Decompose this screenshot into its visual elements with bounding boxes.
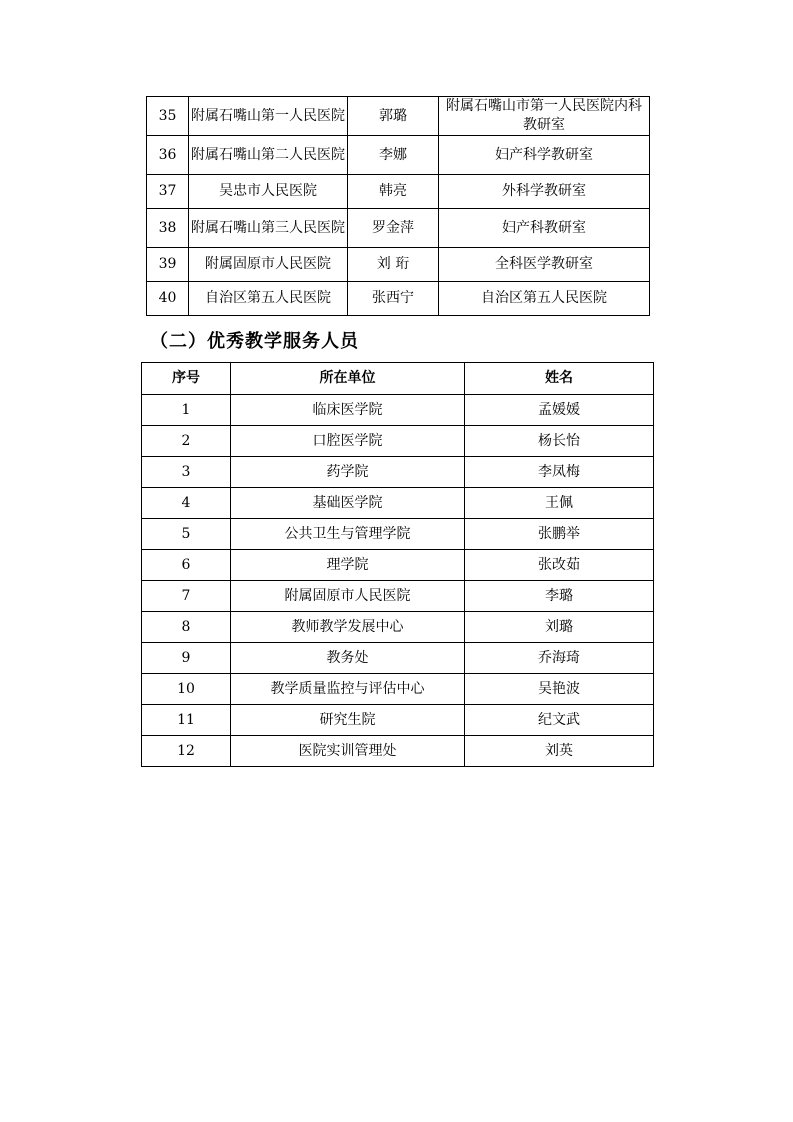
row-number: 35 [147, 97, 189, 136]
section-heading: （二）优秀教学服务人员 [150, 331, 359, 352]
table-row [147, 209, 650, 248]
name-cell: 王佩 [465, 488, 654, 519]
unit-cell: 理学院 [231, 550, 465, 581]
table-row [142, 643, 654, 674]
table-row [142, 488, 654, 519]
unit-cell: 基础医学院 [231, 488, 465, 519]
table-row [142, 736, 654, 767]
name-cell: 郭璐 [348, 97, 439, 136]
row-number: 1 [142, 395, 231, 426]
row-number: 4 [142, 488, 231, 519]
hospital-cell: 附属石嘴山第一人民医院 [189, 97, 348, 136]
row-number: 10 [142, 674, 231, 705]
table-row [142, 674, 654, 705]
name-cell: 吴艳波 [465, 674, 654, 705]
unit-cell: 医院实训管理处 [231, 736, 465, 767]
name-cell: 纪文武 [465, 705, 654, 736]
name-cell: 刘 珩 [348, 248, 439, 282]
table-row [142, 426, 654, 457]
name-cell: 李璐 [465, 581, 654, 612]
row-number: 6 [142, 550, 231, 581]
awards-table-part1 [146, 96, 650, 316]
table-row [147, 97, 650, 136]
table-row [147, 248, 650, 282]
unit-cell: 公共卫生与管理学院 [231, 519, 465, 550]
name-cell: 刘英 [465, 736, 654, 767]
table-row [142, 550, 654, 581]
table-row [142, 612, 654, 643]
service-staff-table [141, 362, 654, 767]
row-number: 36 [147, 136, 189, 175]
name-cell: 乔海琦 [465, 643, 654, 674]
row-number: 3 [142, 457, 231, 488]
column-header-unit: 所在单位 [231, 363, 465, 395]
unit-cell: 临床医学院 [231, 395, 465, 426]
table-row [147, 175, 650, 209]
unit-cell: 药学院 [231, 457, 465, 488]
row-number: 12 [142, 736, 231, 767]
name-cell: 罗金萍 [348, 209, 439, 248]
unit-cell: 教务处 [231, 643, 465, 674]
hospital-cell: 附属固原市人民医院 [189, 248, 348, 282]
table-row [142, 395, 654, 426]
unit-cell: 附属固原市人民医院 [231, 581, 465, 612]
row-number: 37 [147, 175, 189, 209]
table-row [142, 705, 654, 736]
row-number: 7 [142, 581, 231, 612]
table-row [142, 581, 654, 612]
department-cell: 妇产科学教研室 [439, 136, 650, 175]
name-cell: 李凤梅 [465, 457, 654, 488]
row-number: 11 [142, 705, 231, 736]
department-cell: 自治区第五人民医院 [439, 282, 650, 316]
row-number: 40 [147, 282, 189, 316]
name-cell: 孟媛媛 [465, 395, 654, 426]
unit-cell: 教学质量监控与评估中心 [231, 674, 465, 705]
department-cell: 妇产科教研室 [439, 209, 650, 248]
department-cell: 全科医学教研室 [439, 248, 650, 282]
name-cell: 刘璐 [465, 612, 654, 643]
table-row [147, 282, 650, 316]
row-number: 5 [142, 519, 231, 550]
row-number: 38 [147, 209, 189, 248]
name-cell: 杨长怡 [465, 426, 654, 457]
name-cell: 韩亮 [348, 175, 439, 209]
unit-cell: 研究生院 [231, 705, 465, 736]
unit-cell: 教师教学发展中心 [231, 612, 465, 643]
department-cell: 附属石嘴山市第一人民医院内科教研室 [439, 97, 650, 136]
column-header-number: 序号 [142, 363, 231, 395]
table-row [147, 136, 650, 175]
name-cell: 张西宁 [348, 282, 439, 316]
table-header-row [142, 363, 654, 395]
name-cell: 李娜 [348, 136, 439, 175]
column-header-name: 姓名 [465, 363, 654, 395]
hospital-cell: 附属石嘴山第三人民医院 [189, 209, 348, 248]
table-row [142, 519, 654, 550]
unit-cell: 口腔医学院 [231, 426, 465, 457]
row-number: 9 [142, 643, 231, 674]
name-cell: 张鹏举 [465, 519, 654, 550]
department-cell: 外科学教研室 [439, 175, 650, 209]
hospital-cell: 附属石嘴山第二人民医院 [189, 136, 348, 175]
row-number: 2 [142, 426, 231, 457]
table-row [142, 457, 654, 488]
row-number: 39 [147, 248, 189, 282]
row-number: 8 [142, 612, 231, 643]
hospital-cell: 吴忠市人民医院 [189, 175, 348, 209]
name-cell: 张改茹 [465, 550, 654, 581]
hospital-cell: 自治区第五人民医院 [189, 282, 348, 316]
